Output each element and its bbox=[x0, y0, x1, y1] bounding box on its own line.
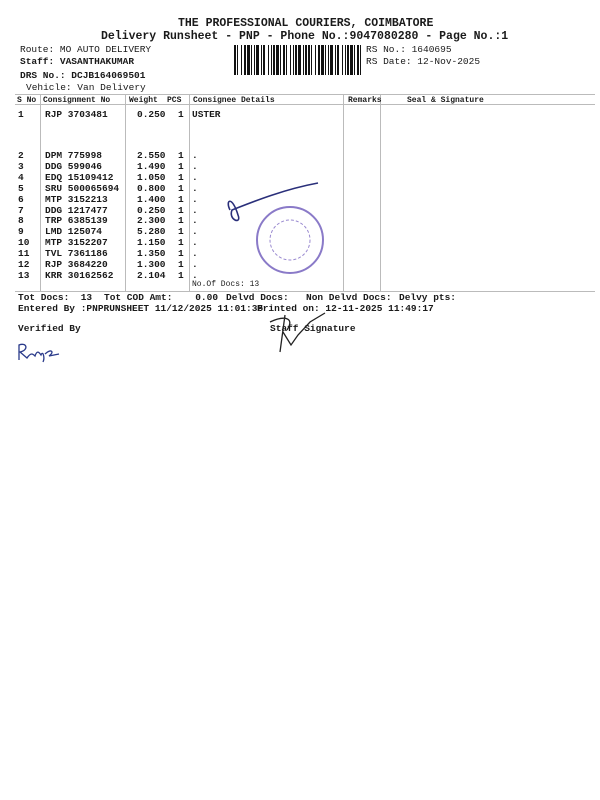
drs-no: DRS No.: DCJB164069501 bbox=[20, 70, 146, 81]
cell-wt: 0.250 bbox=[137, 109, 166, 120]
barcode-bar bbox=[268, 45, 269, 75]
cell-pcs: 1 bbox=[178, 109, 184, 120]
barcode-bar bbox=[244, 45, 246, 75]
cell-wt: 1.050 bbox=[137, 171, 166, 183]
cell-cons: . bbox=[192, 259, 198, 270]
cell-wt: 0.800 bbox=[137, 182, 166, 194]
staff-signature-mark bbox=[265, 310, 335, 355]
rs-no: RS No.: 1640695 bbox=[366, 44, 452, 55]
cell-cons: . bbox=[192, 150, 198, 161]
delvy-pts: Delvy pts: bbox=[399, 292, 457, 303]
cell-cno: SRU 500065694 bbox=[45, 182, 120, 194]
barcode-bar bbox=[293, 45, 294, 75]
barcode-bar bbox=[251, 45, 252, 75]
cell-pcs: 1 bbox=[178, 248, 184, 260]
col-weight: Weight bbox=[129, 96, 158, 105]
cell-cno: TVL 7361186 bbox=[45, 248, 108, 260]
barcode-bar bbox=[311, 45, 312, 75]
barcode-bar bbox=[271, 45, 272, 75]
cell-wt: 1.350 bbox=[137, 248, 166, 260]
barcode-bar bbox=[280, 45, 281, 75]
barcode-bar bbox=[247, 45, 250, 75]
cell-sno: 6 bbox=[18, 193, 24, 205]
signature-mark bbox=[228, 183, 318, 220]
barcode-bar bbox=[261, 45, 262, 75]
barcode-bar bbox=[337, 45, 339, 75]
cell-pcs: 1 bbox=[178, 160, 184, 172]
cell-cno: TRP 6385139 bbox=[45, 215, 108, 227]
cell-cno: MTP 3152213 bbox=[45, 193, 108, 205]
cell-cno: DDG 1217477 bbox=[45, 204, 108, 216]
barcode-bar bbox=[303, 45, 304, 75]
company-name: THE PROFESSIONAL COURIERS, COIMBATORE bbox=[178, 17, 434, 30]
barcode-bar bbox=[241, 45, 242, 75]
barcode-bar bbox=[315, 45, 316, 75]
cell-sno: 9 bbox=[18, 226, 24, 238]
col-pcs: PCS bbox=[167, 96, 182, 105]
col-divider bbox=[343, 95, 344, 291]
table-top-line bbox=[15, 94, 595, 95]
cell-sno: 2 bbox=[18, 150, 24, 161]
cell-sno: 10 bbox=[18, 237, 30, 249]
col-divider bbox=[40, 95, 41, 291]
cell-sno: 13 bbox=[18, 269, 30, 281]
col-divider bbox=[189, 95, 190, 291]
barcode-bar bbox=[345, 45, 346, 75]
barcode-bar bbox=[256, 45, 259, 75]
stamp-inner-ring bbox=[270, 220, 310, 260]
cell-cons: . bbox=[192, 204, 198, 216]
cell-cno: LMD 125074 bbox=[45, 226, 103, 238]
cell-cons: . bbox=[192, 215, 198, 227]
cell-cons: USTER bbox=[192, 109, 221, 120]
barcode-bar bbox=[328, 45, 329, 75]
barcode-bar bbox=[254, 45, 255, 75]
cell-sno: 5 bbox=[18, 182, 24, 194]
verifier-signature-mark bbox=[15, 340, 65, 365]
barcode-bar bbox=[234, 45, 236, 75]
cell-cons: . bbox=[192, 160, 198, 172]
cell-cno: RJP 3703481 bbox=[45, 109, 108, 120]
cell-cons: . bbox=[192, 193, 198, 205]
vehicle: Vehicle: Van Delivery bbox=[26, 82, 146, 93]
barcode-bar bbox=[360, 45, 361, 75]
col-sno: S No bbox=[17, 96, 37, 105]
cell-pcs: 1 bbox=[178, 171, 184, 183]
barcode-bar bbox=[354, 45, 355, 75]
cell-cno: DPM 775998 bbox=[45, 150, 103, 161]
entered-by: Entered By :PNPRUNSHEET 11/12/2025 11:01:35 bbox=[18, 303, 264, 314]
cell-wt: 1.300 bbox=[137, 259, 166, 270]
col-divider bbox=[380, 95, 381, 291]
barcode bbox=[234, 45, 364, 75]
runsheet-title: Delivery Runsheet - PNP - Phone No.:9047080280 - Page No.:1 bbox=[101, 30, 509, 43]
staff: Staff: VASANTHAKUMAR bbox=[20, 56, 135, 67]
barcode-bar bbox=[305, 45, 307, 75]
verified-by: Verified By bbox=[18, 323, 81, 334]
cell-cons: . bbox=[192, 237, 198, 249]
tot-cod: Tot COD Amt: 0.00 bbox=[104, 292, 219, 303]
barcode-bar bbox=[350, 45, 353, 75]
cell-sno: 4 bbox=[18, 171, 24, 183]
cell-wt: 1.150 bbox=[137, 237, 166, 249]
rs-date: RS Date: 12-Nov-2025 bbox=[366, 56, 481, 67]
delvd-docs: Delvd Docs: bbox=[226, 292, 289, 303]
staff-signature: Staff Signature bbox=[270, 323, 356, 334]
cell-cons: . bbox=[192, 269, 198, 281]
route: Route: MO AUTO DELIVERY bbox=[20, 44, 152, 55]
barcode-bar bbox=[283, 45, 285, 75]
barcode-bar bbox=[325, 45, 326, 75]
cell-wt: 0.250 bbox=[137, 204, 166, 216]
cell-cons: . bbox=[192, 171, 198, 183]
barcode-bar bbox=[357, 45, 359, 75]
tot-docs: Tot Docs: 13 bbox=[18, 292, 93, 303]
cell-pcs: 1 bbox=[178, 259, 184, 270]
barcode-bar bbox=[342, 45, 343, 75]
col-consignee: Consignee Details bbox=[193, 96, 275, 105]
barcode-bar bbox=[321, 45, 324, 75]
cell-pcs: 1 bbox=[178, 237, 184, 249]
cell-sno: 1 bbox=[18, 109, 24, 120]
col-seal: Seal & Signature bbox=[407, 96, 484, 105]
barcode-bar bbox=[298, 45, 301, 75]
cell-sno: 11 bbox=[18, 248, 30, 260]
barcode-bar bbox=[308, 45, 310, 75]
cell-cons: . bbox=[192, 182, 198, 194]
cell-pcs: 1 bbox=[178, 204, 184, 216]
table-bottom-line bbox=[15, 291, 595, 292]
barcode-bar bbox=[273, 45, 275, 75]
barcode-bar bbox=[276, 45, 279, 75]
cell-cno: EDQ 15109412 bbox=[45, 171, 114, 183]
barcode-bar bbox=[318, 45, 320, 75]
cell-cno: MTP 3152207 bbox=[45, 237, 108, 249]
cell-sno: 8 bbox=[18, 215, 24, 227]
cell-sno: 12 bbox=[18, 259, 30, 270]
col-remarks: Remarks bbox=[348, 96, 382, 105]
seal-stamp bbox=[220, 180, 340, 280]
barcode-bar bbox=[237, 45, 238, 75]
cell-pcs: 1 bbox=[178, 193, 184, 205]
barcode-bar bbox=[286, 45, 287, 75]
cell-cno: RJP 3684220 bbox=[45, 259, 108, 270]
printed-on: Printed on: 12-11-2025 11:49:17 bbox=[257, 303, 434, 314]
cell-cons: . bbox=[192, 248, 198, 260]
cell-pcs: 1 bbox=[178, 150, 184, 161]
cell-pcs: 1 bbox=[178, 215, 184, 227]
cell-wt: 2.104 bbox=[137, 269, 166, 281]
cell-wt: 5.280 bbox=[137, 226, 166, 238]
barcode-bar bbox=[347, 45, 349, 75]
barcode-bar bbox=[330, 45, 333, 75]
cell-cons: . bbox=[192, 226, 198, 238]
barcode-bar bbox=[290, 45, 291, 75]
no-of-docs: No.Of Docs: 13 bbox=[192, 280, 260, 289]
cell-pcs: 1 bbox=[178, 182, 184, 194]
non-delvd-docs: Non Delvd Docs: bbox=[306, 292, 392, 303]
cell-wt: 1.400 bbox=[137, 193, 166, 205]
cell-pcs: 1 bbox=[178, 226, 184, 238]
col-divider bbox=[125, 95, 126, 291]
cell-wt: 2.300 bbox=[137, 215, 166, 227]
cell-pcs: 1 bbox=[178, 269, 184, 281]
cell-cno: KRR 30162562 bbox=[45, 269, 114, 281]
cell-sno: 3 bbox=[18, 160, 24, 172]
col-consignment: Consignment No bbox=[43, 96, 111, 105]
barcode-bar bbox=[263, 45, 265, 75]
barcode-bar bbox=[335, 45, 336, 75]
stamp-outer-ring bbox=[257, 207, 323, 273]
cell-wt: 1.490 bbox=[137, 160, 166, 172]
cell-wt: 2.550 bbox=[137, 150, 166, 161]
barcode-bar bbox=[295, 45, 297, 75]
cell-cno: DDG 599046 bbox=[45, 160, 103, 172]
cell-sno: 7 bbox=[18, 204, 24, 216]
